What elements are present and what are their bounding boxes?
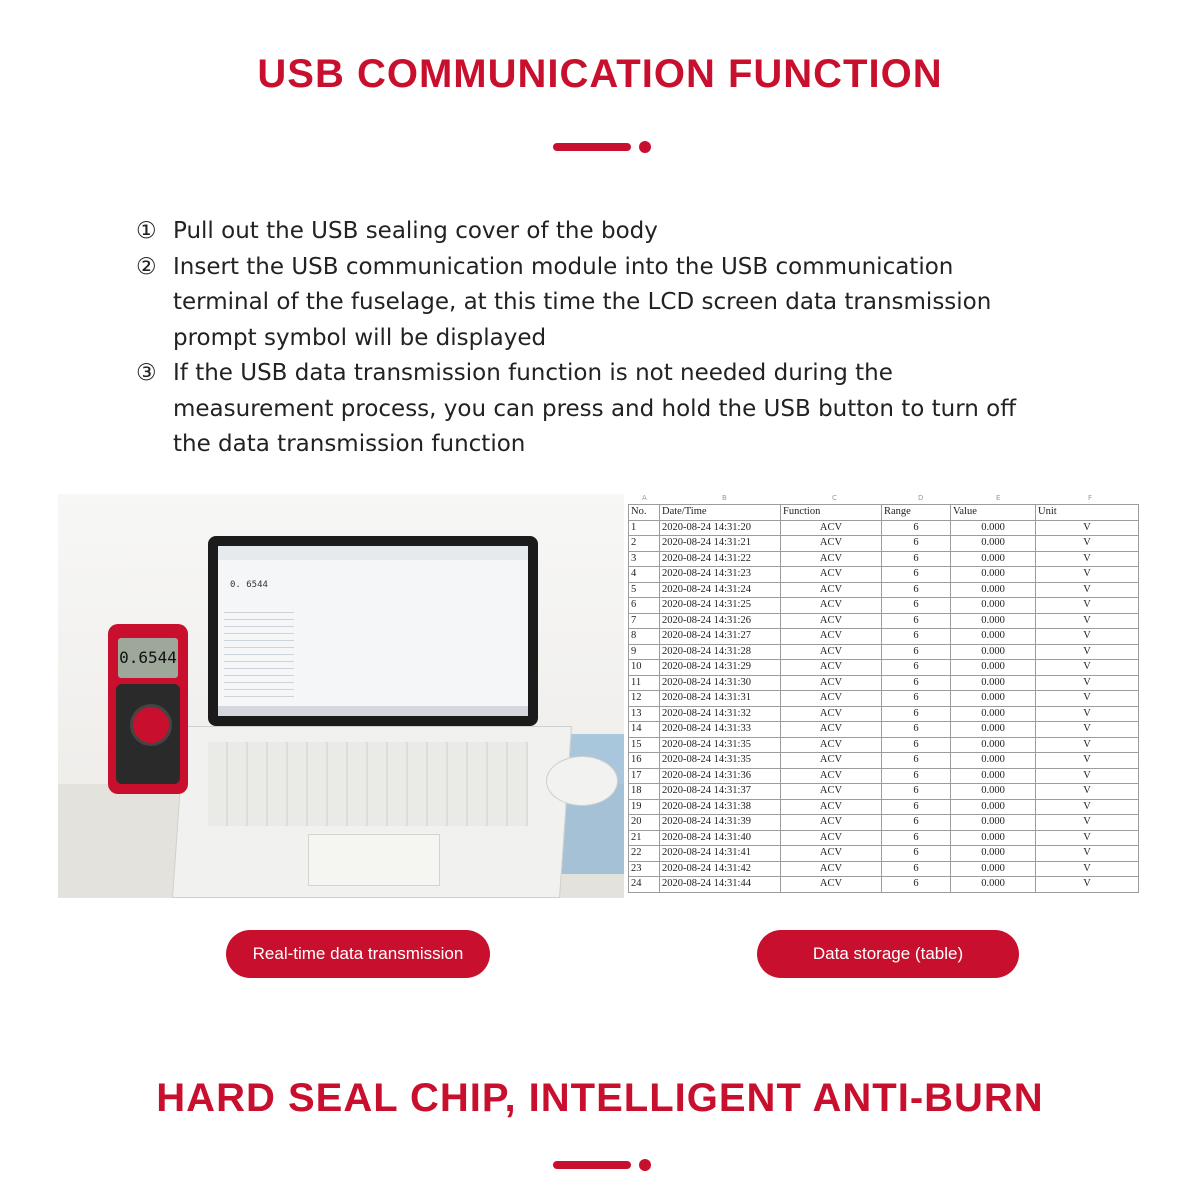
table-cell: V [1036,753,1139,769]
table-cell: 6 [882,675,951,691]
table-cell: 6 [882,660,951,676]
table-header-cell: Function [781,505,882,521]
window-titlebar [218,546,528,560]
table-cell: 6 [882,861,951,877]
table-cell: V [1036,644,1139,660]
step-3 [136,356,1036,463]
table-cell: V [1036,551,1139,567]
table-row [629,737,1139,753]
column-letter: E [996,494,1001,502]
column-letter: B [722,494,727,502]
table-cell: 24 [629,877,660,893]
data-table-image [628,494,1143,898]
realtime-transmission-label: Real-time data transmission [226,930,490,978]
table-row [629,753,1139,769]
table-cell: ACV [781,660,882,676]
table-row [629,691,1139,707]
table-cell: 0.000 [951,660,1036,676]
table-row [629,784,1139,800]
table-cell: 6 [882,582,951,598]
table-cell: V [1036,722,1139,738]
table-cell: 6 [882,629,951,645]
column-letter: C [832,494,837,502]
table-cell: 14 [629,722,660,738]
table-cell: 2 [629,536,660,552]
table-header-row [629,505,1139,521]
table-cell: 2020-08-24 14:31:35 [660,753,781,769]
step-2 [136,250,1036,357]
table-cell: 6 [882,567,951,583]
step-2-number: ② [136,253,157,280]
step-1-text: Pull out the USB sealing cover of the body [173,218,658,244]
software-window [218,546,528,716]
table-row [629,799,1139,815]
table-cell: V [1036,706,1139,722]
table-cell: 0.000 [951,613,1036,629]
table-cell: 6 [882,753,951,769]
table-cell: ACV [781,861,882,877]
title-divider [553,140,653,154]
table-cell: 17 [629,768,660,784]
table-cell: ACV [781,784,882,800]
table-cell: 2020-08-24 14:31:44 [660,877,781,893]
table-cell: 22 [629,846,660,862]
table-cell: 0.000 [951,768,1036,784]
table-cell: 0.000 [951,706,1036,722]
table-cell: V [1036,629,1139,645]
step-3-text: If the USB data transmission function is not needed during the measurement process, you can press and hold the USB button to turn off the data transmission function [173,360,1017,457]
table-cell: 6 [882,877,951,893]
table-cell: ACV [781,799,882,815]
table-cell: 0.000 [951,536,1036,552]
table-cell: ACV [781,846,882,862]
step-3-number: ③ [136,360,157,386]
table-cell: V [1036,737,1139,753]
table-cell: 6 [882,551,951,567]
table-cell: V [1036,691,1139,707]
table-cell: V [1036,520,1139,536]
table-cell: V [1036,799,1139,815]
table-cell: 6 [882,706,951,722]
taskbar [218,706,528,716]
instruction-list [136,214,1036,463]
table-cell: 1 [629,520,660,536]
mouse [546,756,618,806]
table-row [629,830,1139,846]
table-cell: 2020-08-24 14:31:35 [660,737,781,753]
table-header-cell: Value [951,505,1036,521]
table-cell: ACV [781,706,882,722]
table-cell: 10 [629,660,660,676]
table-cell: 2020-08-24 14:31:39 [660,815,781,831]
divider-bar [553,1161,631,1169]
table-cell: ACV [781,737,882,753]
table-row [629,722,1139,738]
table-cell: V [1036,768,1139,784]
table-cell: 23 [629,861,660,877]
product-photo [58,494,624,898]
table-row [629,613,1139,629]
table-row [629,877,1139,893]
table-cell: ACV [781,598,882,614]
table-row [629,660,1139,676]
table-cell: 11 [629,675,660,691]
table-cell: V [1036,613,1139,629]
table-header-cell: Unit [1036,505,1139,521]
section-title-chip: HARD SEAL CHIP, INTELLIGENT ANTI-BURN [156,1076,1044,1120]
table-cell: 2020-08-24 14:31:32 [660,706,781,722]
table-cell: ACV [781,536,882,552]
table-cell: 0.000 [951,753,1036,769]
table-cell: 6 [882,598,951,614]
table-cell: 21 [629,830,660,846]
table-row [629,706,1139,722]
table-cell: 2020-08-24 14:31:33 [660,722,781,738]
table-cell: 2020-08-24 14:31:31 [660,691,781,707]
table-row [629,644,1139,660]
table-cell: 12 [629,691,660,707]
data-storage-label: Data storage (table) [757,930,1019,978]
table-cell: 5 [629,582,660,598]
table-cell: 2020-08-24 14:31:24 [660,582,781,598]
column-letter: D [918,494,924,502]
table-cell: ACV [781,520,882,536]
step-1 [136,214,1036,250]
meter-dial-icon [130,704,172,746]
table-cell: 16 [629,753,660,769]
table-cell: 0.000 [951,830,1036,846]
step-2-text: Insert the USB communication module into the USB communication terminal of the fuselage, at this time the LCD screen data transmission prompt symbol will be displayed [173,253,992,351]
table-cell: 6 [882,520,951,536]
table-row [629,582,1139,598]
table-cell: V [1036,536,1139,552]
table-cell: V [1036,784,1139,800]
data-table [628,504,1139,893]
multimeter [108,624,188,794]
table-cell: 2020-08-24 14:31:27 [660,629,781,645]
table-cell: ACV [781,551,882,567]
table-cell: ACV [781,613,882,629]
table-cell: ACV [781,722,882,738]
table-cell: ACV [781,768,882,784]
table-cell: 6 [882,768,951,784]
table-cell: 0.000 [951,551,1036,567]
table-cell: 0.000 [951,598,1036,614]
table-cell: ACV [781,877,882,893]
table-cell: 0.000 [951,567,1036,583]
table-cell: 6 [882,815,951,831]
laptop-screen [208,536,538,726]
table-cell: 0.000 [951,629,1036,645]
table-header-cell: No. [629,505,660,521]
table-cell: 6 [882,799,951,815]
table-cell: 19 [629,799,660,815]
table-cell: 6 [882,613,951,629]
table-cell: 13 [629,706,660,722]
table-cell: 15 [629,737,660,753]
title-divider-bottom [553,1158,653,1172]
column-letter: F [1088,494,1093,502]
table-cell: 6 [882,830,951,846]
table-cell: 0.000 [951,799,1036,815]
table-row [629,629,1139,645]
table-cell: 6 [629,598,660,614]
table-cell: V [1036,877,1139,893]
table-cell: 0.000 [951,861,1036,877]
table-row [629,536,1139,552]
table-cell: 2020-08-24 14:31:37 [660,784,781,800]
table-cell: 0.000 [951,644,1036,660]
table-cell: 0.000 [951,877,1036,893]
table-cell: 2020-08-24 14:31:22 [660,551,781,567]
table-cell: 2020-08-24 14:31:29 [660,660,781,676]
table-row [629,861,1139,877]
table-cell: 20 [629,815,660,831]
laptop-keyboard [208,742,528,826]
table-row [629,551,1139,567]
table-cell: 4 [629,567,660,583]
table-cell: V [1036,675,1139,691]
meter-lcd: 0.6544 [118,638,178,678]
table-cell: 9 [629,644,660,660]
table-cell: ACV [781,753,882,769]
table-row [629,815,1139,831]
table-cell: 18 [629,784,660,800]
table-cell: 0.000 [951,520,1036,536]
table-cell: 0.000 [951,737,1036,753]
divider-dot [639,1159,651,1171]
table-cell: V [1036,567,1139,583]
table-cell: V [1036,815,1139,831]
section-title-usb: USB COMMUNICATION FUNCTION [257,52,943,96]
table-cell: 3 [629,551,660,567]
table-cell: ACV [781,567,882,583]
table-cell: ACV [781,644,882,660]
table-cell: 6 [882,536,951,552]
table-cell: 7 [629,613,660,629]
table-cell: 8 [629,629,660,645]
table-row [629,598,1139,614]
screen-reading: 0. 6544 [230,580,268,590]
table-header-cell: Date/Time [660,505,781,521]
table-cell: 0.000 [951,722,1036,738]
table-cell: V [1036,582,1139,598]
table-row [629,675,1139,691]
laptop-touchpad [308,834,440,886]
table-cell: 2020-08-24 14:31:25 [660,598,781,614]
table-cell: ACV [781,815,882,831]
table-cell: 2020-08-24 14:31:41 [660,846,781,862]
table-cell: 2020-08-24 14:31:28 [660,644,781,660]
table-cell: V [1036,830,1139,846]
table-header-cell: Range [882,505,951,521]
table-cell: ACV [781,691,882,707]
table-cell: V [1036,846,1139,862]
table-cell: ACV [781,582,882,598]
table-cell: 6 [882,691,951,707]
table-cell: 0.000 [951,846,1036,862]
table-cell: 0.000 [951,691,1036,707]
table-cell: 0.000 [951,582,1036,598]
table-cell: ACV [781,830,882,846]
table-cell: V [1036,598,1139,614]
table-cell: V [1036,861,1139,877]
table-cell: 2020-08-24 14:31:30 [660,675,781,691]
step-1-number: ① [136,218,157,244]
table-cell: 2020-08-24 14:31:42 [660,861,781,877]
table-row [629,768,1139,784]
table-cell: 0.000 [951,675,1036,691]
column-letter: A [642,494,647,502]
divider-dot [639,141,651,153]
divider-bar [553,143,631,151]
table-cell: 6 [882,784,951,800]
table-cell: 6 [882,737,951,753]
table-cell: 2020-08-24 14:31:40 [660,830,781,846]
table-row [629,520,1139,536]
column-letters [628,494,1143,504]
table-cell: 6 [882,722,951,738]
data-log-list [224,606,294,701]
table-cell: 2020-08-24 14:31:26 [660,613,781,629]
table-cell: 2020-08-24 14:31:23 [660,567,781,583]
table-cell: 2020-08-24 14:31:38 [660,799,781,815]
table-cell: 6 [882,846,951,862]
table-cell: 2020-08-24 14:31:36 [660,768,781,784]
table-cell: 2020-08-24 14:31:21 [660,536,781,552]
table-row [629,846,1139,862]
table-row [629,567,1139,583]
table-cell: 0.000 [951,784,1036,800]
table-cell: V [1036,660,1139,676]
table-cell: ACV [781,675,882,691]
table-cell: 6 [882,644,951,660]
table-cell: 2020-08-24 14:31:20 [660,520,781,536]
table-cell: 0.000 [951,815,1036,831]
table-cell: ACV [781,629,882,645]
